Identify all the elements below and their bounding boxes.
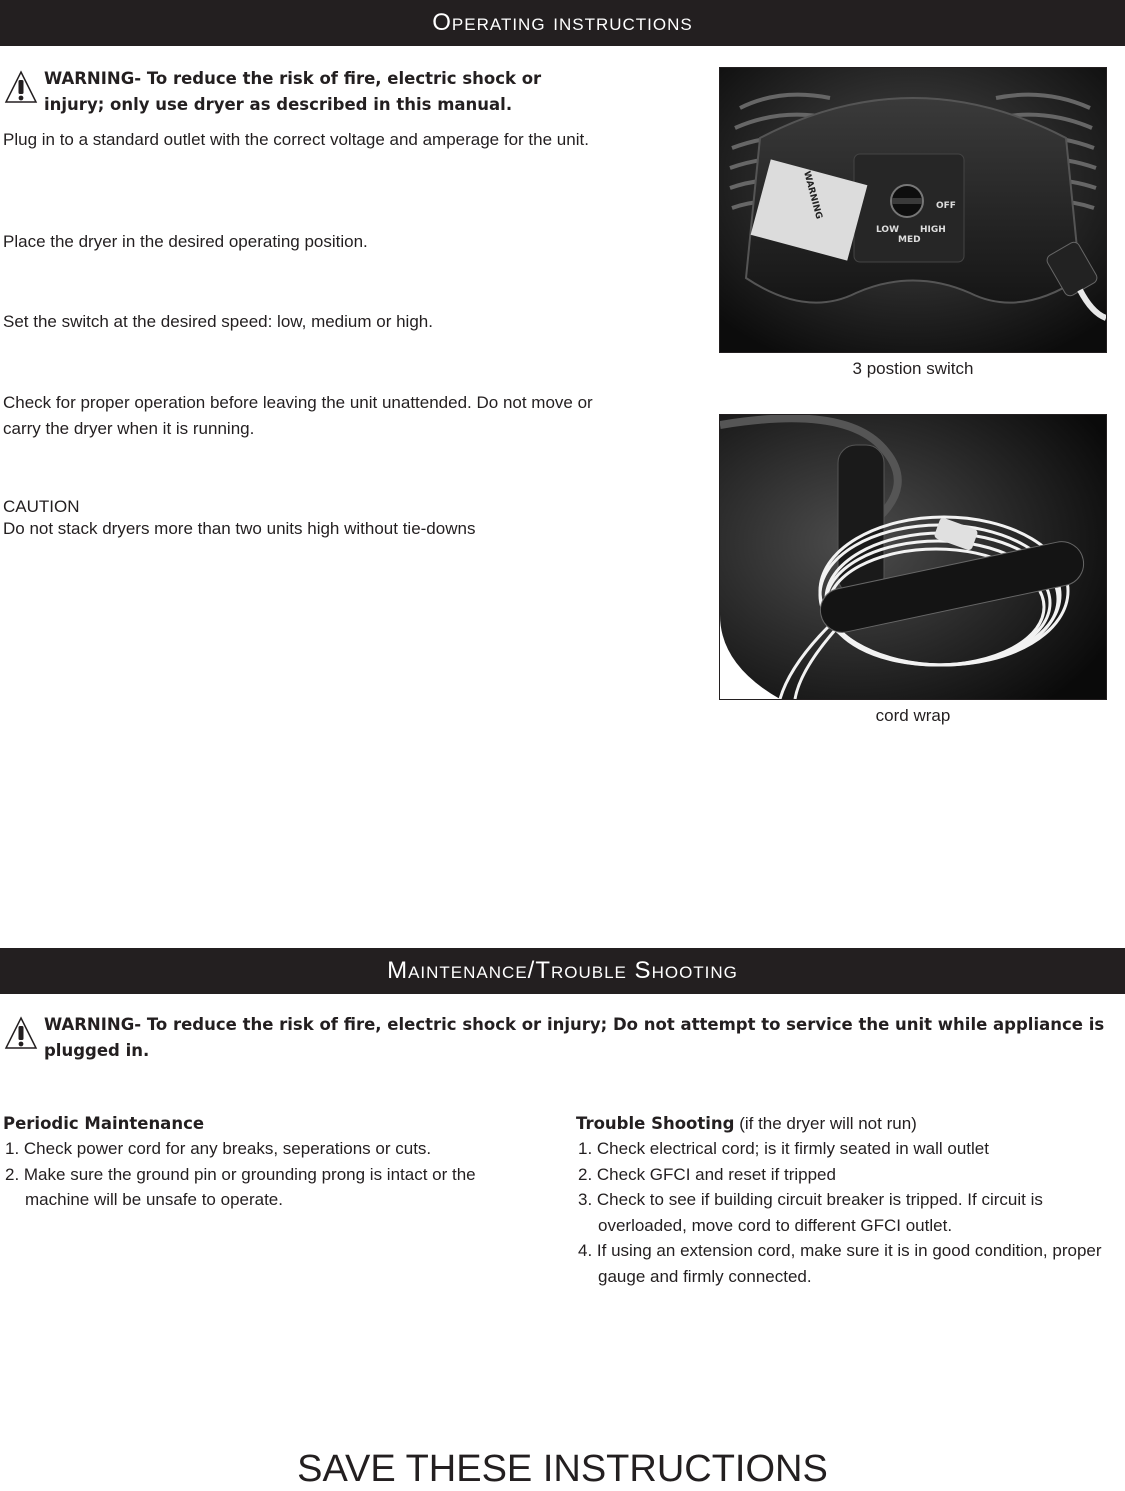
trouble-note: (if the dryer will not run) — [734, 1114, 917, 1133]
maintenance-title: Maintenance/Trouble Shooting — [387, 957, 738, 984]
periodic-title: Periodic Maintenance — [3, 1114, 205, 1133]
trouble-list — [576, 1136, 1106, 1289]
list-item: 2. Check GFCI and reset if tripped — [578, 1164, 836, 1184]
maintenance-warning — [4, 1012, 1114, 1064]
trouble-heading — [576, 1111, 1106, 1136]
trouble-shooting — [576, 1111, 1106, 1289]
operating-warning — [4, 66, 604, 118]
trouble-title: Trouble Shooting — [576, 1114, 735, 1133]
maintenance-banner — [0, 948, 1125, 994]
caution-label: CAUTION — [3, 497, 80, 516]
cord-wrap-illustration — [720, 415, 1106, 699]
maintenance-warning-text: WARNING- To reduce the risk of fire, electric shock or injury; Do not attempt to service the unit while appliance is plugged in. — [44, 1015, 1105, 1060]
warning-triangle-icon — [4, 70, 38, 104]
list-item: 1. Check power cord for any breaks, seperations or cuts. — [5, 1139, 432, 1158]
step-plug-in: Plug in to a standard outlet with the correct voltage and amperage for the unit. — [3, 130, 589, 149]
warning-triangle-icon — [4, 1016, 38, 1050]
step-position: Place the dryer in the desired operating position. — [3, 232, 368, 251]
list-item: 2. Make sure the ground pin or grounding prong is intact or the machine will be unsafe to operate. — [5, 1164, 476, 1209]
periodic-list — [3, 1136, 533, 1213]
step-switch: Set the switch at the desired speed: low, medium or high. — [3, 312, 433, 331]
list-item: 1. Check electrical cord; is it firmly seated in wall outlet — [578, 1139, 989, 1158]
operating-warning-text: WARNING- To reduce the risk of fire, electric shock or injury; only use dryer as described in this manual. — [44, 69, 542, 114]
sticker-warning-text: WARNING — [801, 170, 824, 221]
cord-wrap-caption: cord wrap — [875, 706, 951, 725]
operating-title: Operating instructions — [432, 9, 693, 36]
label-low: LOW — [876, 225, 899, 235]
periodic-maintenance — [3, 1111, 533, 1213]
operating-banner — [0, 0, 1125, 46]
cord-wrap-photo — [719, 414, 1107, 700]
step-check: Check for proper operation before leaving the unit unattended. Do not move or carry the dryer when it is running. — [3, 393, 593, 438]
list-item: 4. If using an extension cord, make sure it is in good condition, proper gauge and firmly connected. — [578, 1241, 1102, 1286]
label-med: MED — [898, 235, 921, 245]
switch-caption: 3 postion switch — [852, 359, 974, 378]
save-instructions-footer: SAVE THESE INSTRUCTIONS — [297, 1448, 828, 1490]
switch-illustration — [720, 68, 1106, 352]
list-item: 3. Check to see if building circuit breaker is tripped. If circuit is overloaded, move cord to different GFCI outlet. — [578, 1190, 1043, 1235]
label-high: HIGH — [920, 225, 946, 235]
switch-photo — [719, 67, 1107, 353]
label-off: OFF — [936, 201, 956, 211]
caution-text: Do not stack dryers more than two units high without tie-downs — [3, 519, 476, 538]
